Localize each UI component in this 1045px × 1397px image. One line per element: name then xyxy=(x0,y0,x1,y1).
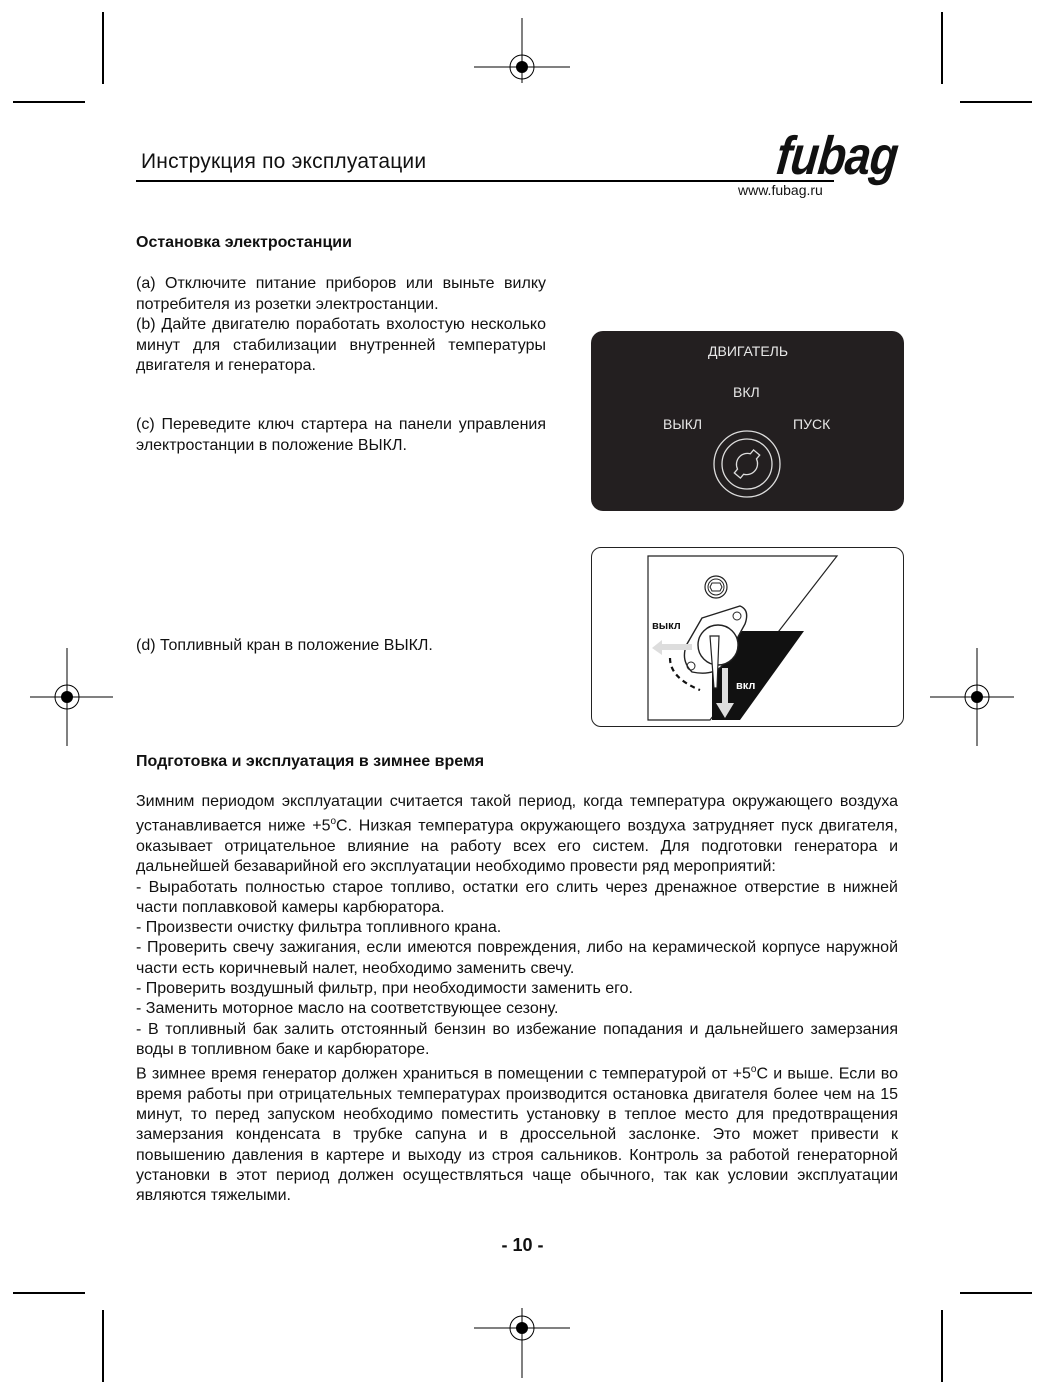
fuel-valve-icon xyxy=(592,548,903,726)
engine-label: ДВИГАТЕЛЬ xyxy=(708,343,789,359)
registration-mark-icon xyxy=(472,18,572,118)
section-heading-winter: Подготовка и эксплуатация в зимнее время xyxy=(136,753,485,770)
winter-item: - Выработать полностью старое топливо, остатки его слить через дренажное отверстие в нижней части поплавковой камеры карбюратора. xyxy=(136,878,898,916)
crop-mark xyxy=(102,12,104,84)
crop-mark xyxy=(941,12,943,84)
crop-mark xyxy=(960,101,1032,103)
crop-mark xyxy=(13,101,85,103)
winter-body xyxy=(136,792,898,1207)
winter-item: - Проверить свечу зажигания, если имеются повреждения, либо на керамической корпусе наружной части есть коричневый налет, необходимо заменить свечу. xyxy=(136,939,898,977)
ignition-switch-figure xyxy=(591,331,904,511)
website-link[interactable]: www.fubag.ru xyxy=(738,182,823,198)
step-b: (b) Дайте двигателю поработать вхолостую несколько минут для стабилизации внутренней температуры двигателя и генератора. xyxy=(136,316,546,374)
crop-mark xyxy=(13,1292,85,1294)
header-divider xyxy=(136,180,834,182)
winter-item: - Проверить воздушный фильтр, при необходимости заменить его. xyxy=(136,980,633,997)
document-title: Инструкция по эксплуатации xyxy=(141,150,427,173)
registration-mark-icon xyxy=(18,648,118,748)
winter-intro: Зимним периодом эксплуатации считается такой период, когда температура окружающего воздуха устанавливается ниже $+5^oС$. Низкая температура окружающего воздуха затрудняет пуск двигателя, оказывает отрицательное влияние на работу всех его систем. Для подготовки генератора и дальнейшей безаварийной его эксплуатации необходимо провести ряд мероприятий: xyxy=(136,793,898,876)
page-number: - 10 - xyxy=(501,1235,544,1255)
winter-storage: В зимнее время генератор должен храниться в помещении с температурой от $+5^oС$ и выше. Если во время работы при отрицательных температурах производится остановка двигателя более чем на 15 минут, то перед запуском необходимо поместить установку в теплое место для предотвращения замерзания конденсата в трубке сапуна и в дроссельной заслонке. Это может привести к повышению давления в картере и выходу из строя сальников. Контроль за работой генераторной установки в этот период должен осуществляться чаще обычного, так как условии эксплуатации являются тяжелыми. xyxy=(136,1064,898,1205)
off-label: ВЫКЛ xyxy=(663,416,703,432)
start-label: ПУСК xyxy=(793,416,831,432)
crop-mark xyxy=(102,1310,104,1382)
winter-item: - В топливный бак залить отстоянный бензин во избежание попадания и дальнейшего замерзания воды в топливном баке и карбюраторе. xyxy=(136,1020,898,1058)
fubag-logo: fubag xyxy=(773,126,901,186)
ignition-key-switch-icon xyxy=(712,429,782,499)
valve-on-label: вкл xyxy=(736,680,756,692)
step-a: (a) Отключите питание приборов или выньте вилку потребителя из розетки электростанции. xyxy=(136,275,546,313)
winter-item: - Произвести очистку фильтра топливного крана. xyxy=(136,919,502,937)
crop-mark xyxy=(941,1310,943,1382)
registration-mark-icon xyxy=(472,1278,572,1378)
section-heading-stop: Остановка электростанции xyxy=(136,234,352,251)
fuel-valve-figure xyxy=(591,547,904,727)
crop-mark xyxy=(960,1292,1032,1294)
registration-mark-icon xyxy=(928,648,1028,748)
step-d: (d) Топливный кран в положение ВЫКЛ. xyxy=(136,637,433,654)
winter-item: - Заменить моторное масло на соответствующее сезону. xyxy=(136,1000,559,1018)
on-label: ВКЛ xyxy=(733,384,760,400)
step-c: (c) Переведите ключ стартера на панели управления электростанции в положение ВЫКЛ. xyxy=(136,416,546,454)
valve-off-label: выкл xyxy=(652,620,681,632)
